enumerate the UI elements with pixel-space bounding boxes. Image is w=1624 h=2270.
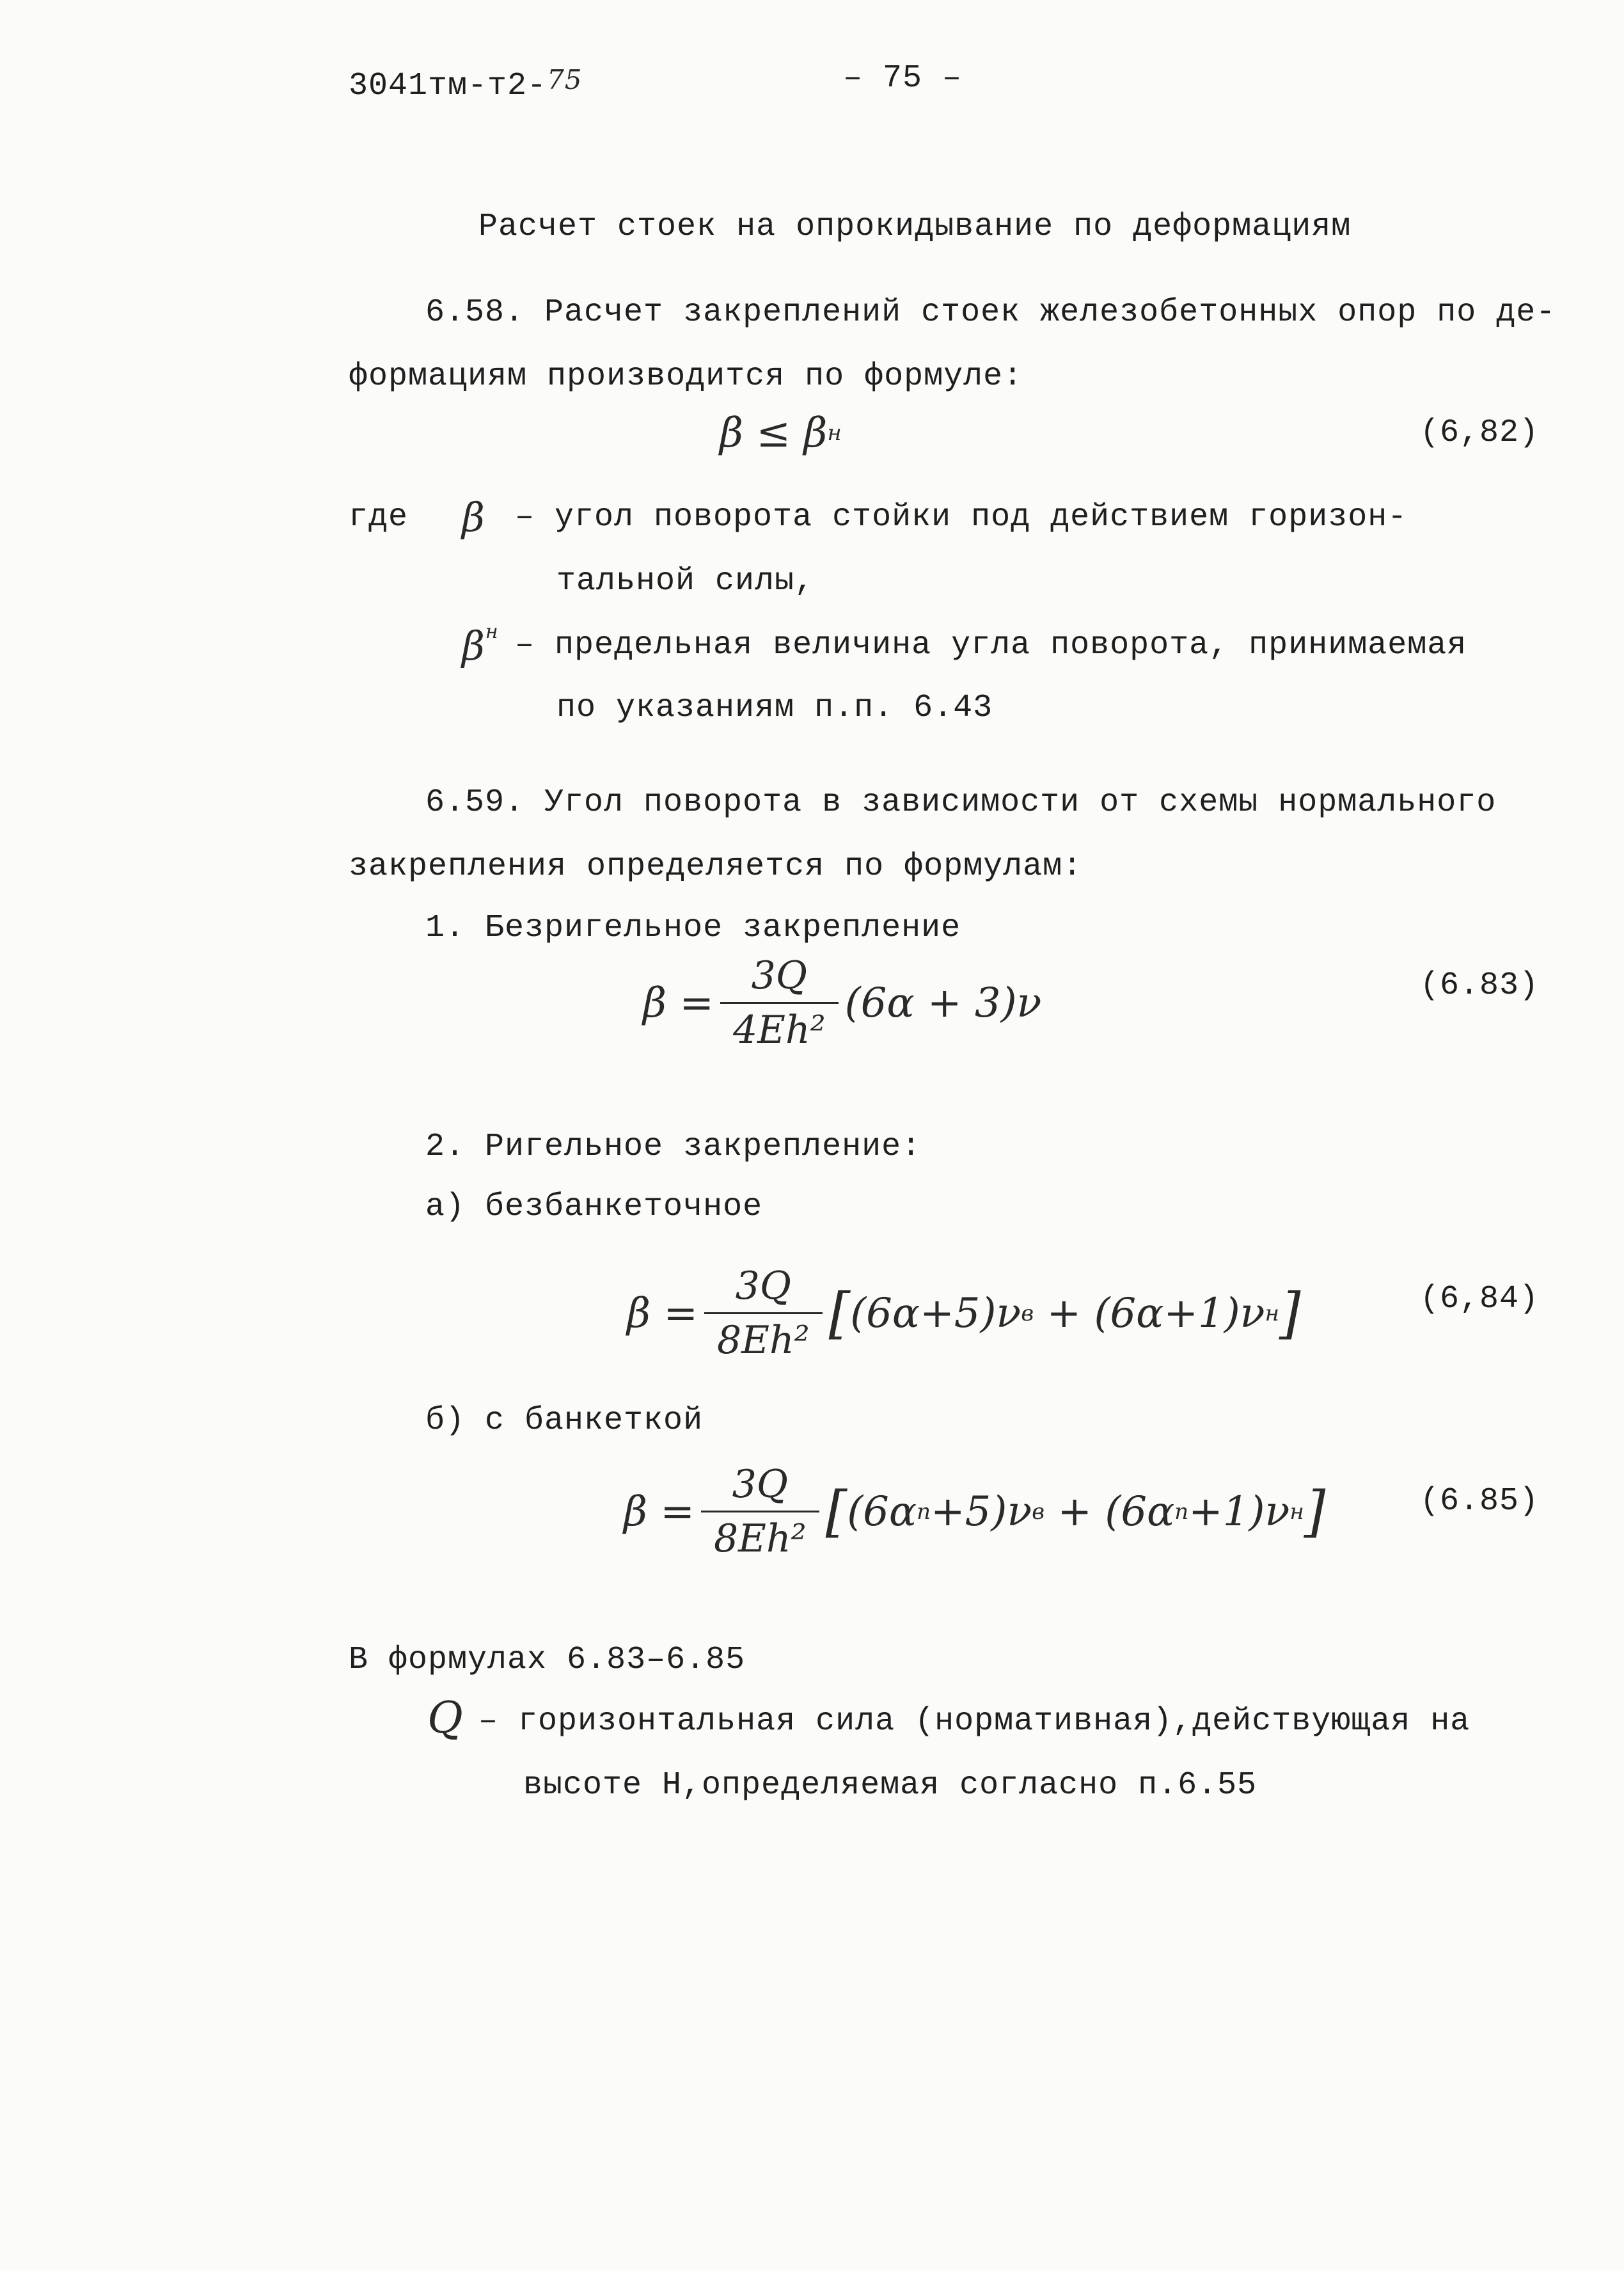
formula-6-83-rhs: (6α + 3)ν bbox=[844, 979, 1042, 1027]
page-number: – 75 – bbox=[843, 60, 963, 97]
formula-6-85-part1a: (6α bbox=[847, 1488, 917, 1536]
formula-6-84-plus: + bbox=[1034, 1289, 1094, 1337]
item-2a: а) безбанкеточное bbox=[425, 1189, 763, 1225]
formula-6-84-num: 3Q bbox=[735, 1264, 791, 1308]
where-betan-letter: β bbox=[462, 623, 485, 669]
formula-6-85-part2a: (6α bbox=[1105, 1488, 1175, 1536]
formula-6-85-fraction bbox=[701, 1462, 819, 1561]
formula-6-84-part2: (6α+1)ν bbox=[1094, 1289, 1265, 1337]
formula-6-85-den: 8Eh² bbox=[701, 1511, 819, 1561]
formula-6-85-sub2: н bbox=[1289, 1498, 1304, 1525]
where-beta-symbol: β bbox=[462, 494, 485, 541]
section-title: Расчет стоек на опрокидывание по деформациям bbox=[478, 209, 1352, 245]
doc-code-handwritten: 75 bbox=[547, 64, 583, 95]
formula-6-84-part1: (6α+5)ν bbox=[850, 1289, 1021, 1337]
where-betan-line2: по указаниям п.п. 6.43 bbox=[556, 690, 993, 726]
formula-6-85-part2b: +1)ν bbox=[1188, 1488, 1290, 1536]
q-def-line1: – горизонтальная сила (нормативная),действующая на bbox=[478, 1703, 1470, 1740]
doc-code-typed: 3041тм-т2- bbox=[349, 68, 548, 104]
formula-6-82 bbox=[720, 409, 842, 457]
formula-6-85-open: [ bbox=[825, 1479, 847, 1544]
formula-6-85-plus: + bbox=[1045, 1488, 1105, 1536]
para-658-line2: формациям производится по формуле: bbox=[349, 358, 1023, 395]
para-659-line1: 6.59. Угол поворота в зависимости от схемы нормального bbox=[425, 784, 1497, 821]
formula-6-84-open: [ bbox=[828, 1281, 851, 1345]
where-betan-sup: н bbox=[485, 621, 499, 643]
formula-6-82-sup: н bbox=[827, 420, 842, 446]
formula-6-85-subn1: п bbox=[917, 1498, 931, 1525]
formula-6-85-num: 3Q bbox=[732, 1462, 788, 1507]
formula-6-84-fraction bbox=[704, 1264, 823, 1363]
formula-6-85-number: (6.85) bbox=[1420, 1483, 1540, 1520]
formula-6-85-subn2: п bbox=[1174, 1498, 1189, 1525]
formula-6-84 bbox=[627, 1264, 1301, 1363]
formula-6-83-fraction bbox=[720, 953, 839, 1052]
formula-6-85-sub1: в bbox=[1032, 1498, 1045, 1525]
where-betan-line1: – предельная величина угла поворота, принимаемая bbox=[515, 627, 1467, 663]
formula-6-82-expr: β ≤ β bbox=[720, 409, 828, 457]
item-1: 1. Безригельное закрепление bbox=[425, 910, 961, 946]
where-beta-line1: – угол поворота стойки под действием горизон- bbox=[515, 499, 1408, 536]
q-def-line2: высоте Н,определяемая согласно п.6.55 bbox=[523, 1767, 1257, 1804]
formula-6-84-close: ] bbox=[1279, 1281, 1301, 1345]
para-659-line2: закрепления определяется по формулам: bbox=[349, 848, 1083, 885]
item-2: 2. Ригельное закрепление: bbox=[425, 1129, 922, 1165]
formula-6-84-sub2: н bbox=[1265, 1300, 1279, 1326]
formula-6-83-lhs: β = bbox=[643, 979, 714, 1027]
formula-6-85 bbox=[624, 1462, 1325, 1561]
formula-6-84-sub1: в bbox=[1021, 1300, 1034, 1326]
formula-6-84-number: (6,84) bbox=[1420, 1281, 1540, 1317]
where-betan-symbol bbox=[462, 621, 499, 669]
formula-6-85-lhs: β = bbox=[624, 1488, 695, 1536]
formula-6-83 bbox=[643, 953, 1041, 1052]
formula-6-85-part1b: +5)ν bbox=[931, 1488, 1032, 1536]
formula-6-84-lhs: β = bbox=[627, 1289, 698, 1337]
formula-6-82-number: (6,82) bbox=[1420, 415, 1540, 451]
item-2b: б) с банкеткой bbox=[425, 1402, 704, 1439]
formula-6-83-number: (6.83) bbox=[1420, 967, 1540, 1004]
in-formulas: В формулах 6.83–6.85 bbox=[349, 1642, 746, 1678]
where-beta-line2: тальной силы, bbox=[556, 563, 815, 599]
doc-code bbox=[349, 64, 583, 104]
q-symbol: Q bbox=[427, 1693, 464, 1743]
formula-6-83-num: 3Q bbox=[751, 953, 807, 998]
formula-6-84-den: 8Eh² bbox=[704, 1312, 823, 1363]
formula-6-83-den: 4Eh² bbox=[720, 1002, 839, 1052]
para-658-line1: 6.58. Расчет закреплений стоек железобетонных опор по де- bbox=[425, 294, 1556, 331]
where-label: где bbox=[349, 499, 409, 536]
formula-6-85-close: ] bbox=[1304, 1479, 1326, 1544]
